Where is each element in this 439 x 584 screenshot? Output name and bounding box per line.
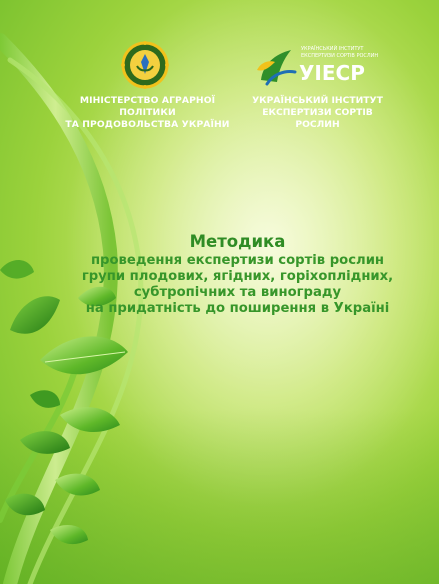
ministry-name-line-2: ТА ПРОДОВОЛЬСТВА УКРАЇНИ — [65, 119, 230, 130]
document-subtitle-line-3: субтропічних та винограду — [133, 285, 342, 300]
ministry-name-line-1: МІНІСТЕРСТВО АГРАРНОЇ ПОЛІТИКИ — [79, 95, 216, 118]
logo-small-line-2: ЕКСПЕРТИЗИ СОРТІВ РОСЛИН — [301, 53, 379, 59]
logo-small-line-1: УКРАЇНСЬКИЙ ІНСТИТУТ — [301, 46, 364, 52]
ministry-emblem-icon — [120, 40, 170, 90]
document-subtitle-line-4: на придатність до поширення в Україні — [85, 301, 390, 316]
document-title: Методика — [189, 232, 286, 251]
document-subtitle-line-1: проведення експертизи сортів рослин — [90, 253, 385, 268]
logo-wordmark: УІЕСР — [299, 61, 365, 85]
uiesr-logo-icon — [253, 40, 383, 92]
institute-name-line-2: ЕКСПЕРТИЗИ СОРТІВ РОСЛИН — [262, 107, 373, 130]
institute-name — [240, 95, 395, 131]
institute-name-line-1: УКРАЇНСЬКИЙ ІНСТИТУТ — [252, 95, 383, 106]
document-title-block — [40, 231, 435, 317]
ministry-name — [55, 95, 240, 131]
document-subtitle-line-2: групи плодових, ягідних, горіхоплідних, — [81, 269, 394, 284]
